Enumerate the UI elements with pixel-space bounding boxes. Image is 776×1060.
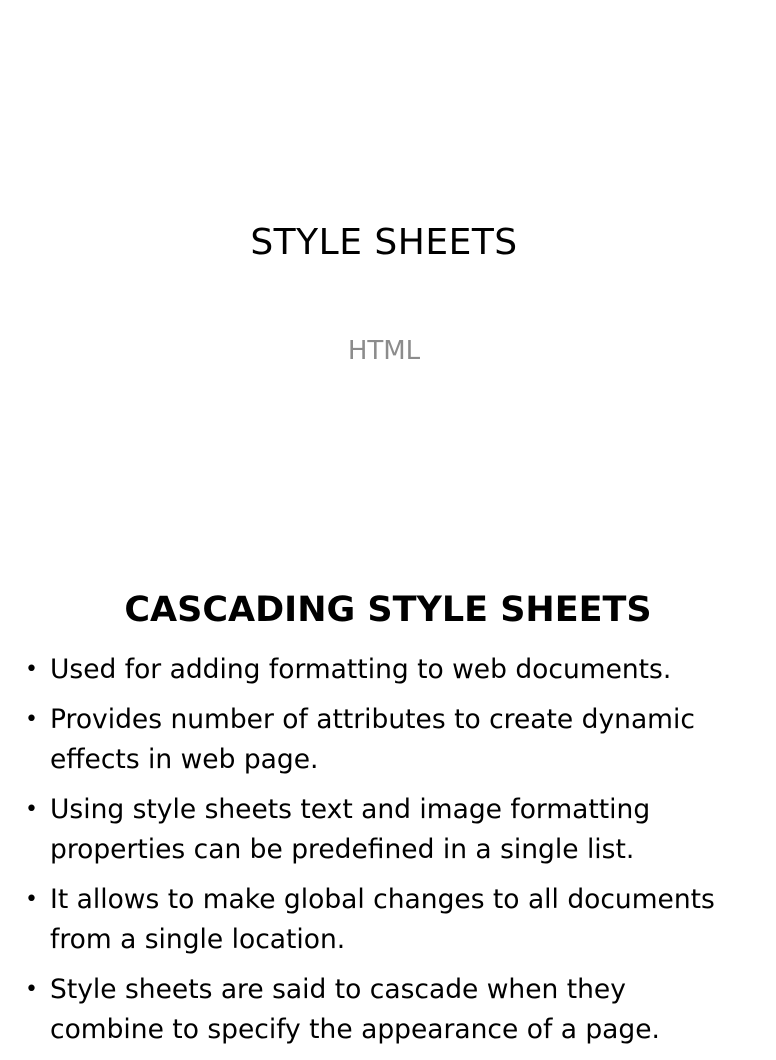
bullet-item (0, 970, 768, 1050)
slide-subtitle: HTML (347, 336, 421, 366)
bullet-dot-icon: • (25, 887, 38, 912)
bullet-text: Style sheets are said to cascade when they combine to specify the appearance of a page. (50, 974, 660, 1045)
bullet-dot-icon: • (25, 797, 38, 822)
bullet-list (0, 650, 768, 1060)
bullet-dot-icon: • (25, 707, 38, 732)
bullet-item (0, 880, 768, 960)
bullet-text: Using style sheets text and image formatting properties can be predefined in a single list. (50, 794, 651, 865)
bullet-text: It allows to make global changes to all documents from a single location. (50, 884, 715, 955)
bullet-item (0, 650, 768, 690)
bullet-item (0, 790, 768, 870)
content-slide-title: CASCADING STYLE SHEETS (124, 590, 652, 630)
bullet-item (0, 700, 768, 780)
bullet-text: Used for adding formatting to web documents. (50, 654, 672, 685)
bullet-dot-icon: • (25, 977, 38, 1002)
content-slide (0, 576, 768, 1045)
bullet-text: Provides number of attributes to create dynamic effects in web page. (50, 704, 695, 775)
slide-title: STYLE SHEETS (250, 222, 518, 263)
bullet-dot-icon: • (25, 657, 38, 682)
